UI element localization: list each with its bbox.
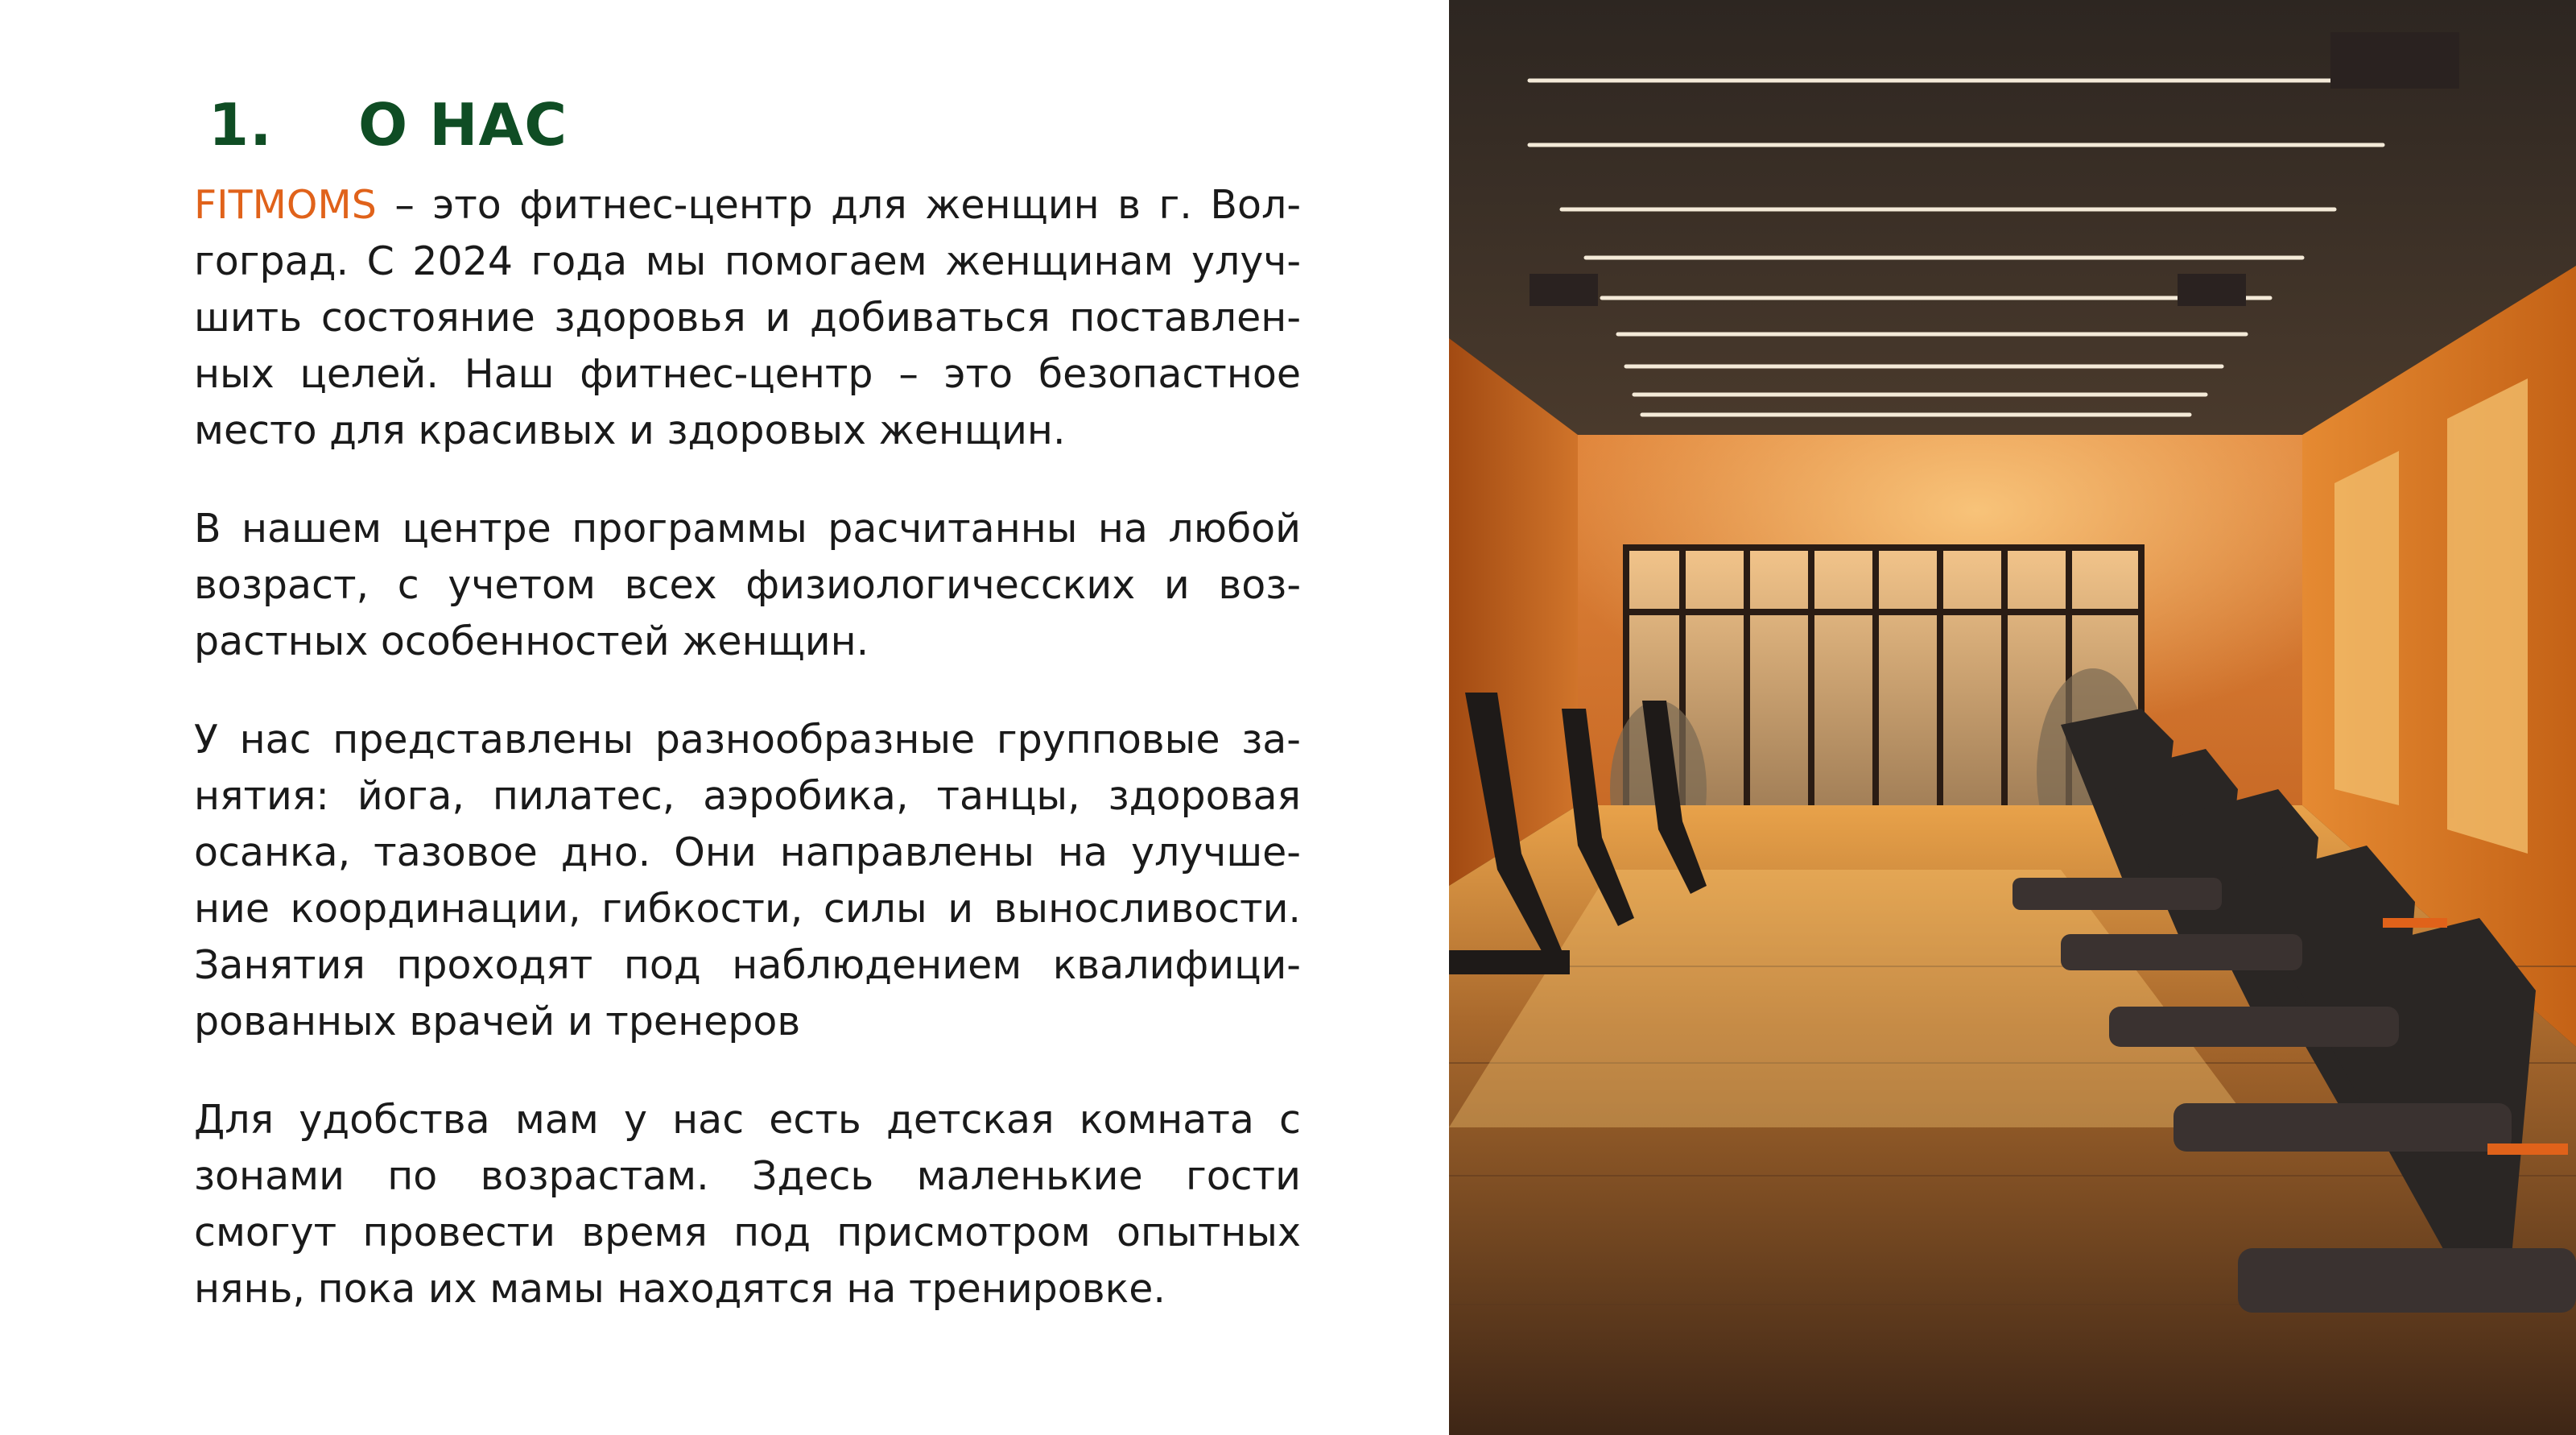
paragraph-kids-room: Для удобства мам у нас есть детская комната с зонами по возрастам. Здесь маленькие гости смогут провести время под присмотром опытных нянь, пока их мамы находятся на тренировке. (194, 1097, 1301, 1312)
section-title: О НАС (358, 91, 568, 159)
paragraph-intro (194, 177, 1301, 459)
paragraph-intro-text: – это фитнес-центр для женщин в г. Вол-гоград. С 2024 года мы помогаем женщинам улуч-шить состояние здоровья и добиваться поставлен-ных целей. Наш фитнес-центр – это безопастное место для красивых и здоровых женщин. (194, 182, 1301, 453)
paragraph-group-classes: У нас представлены разнообразные групповые за-нятия: йога, пилатес, аэробика, танцы, здоровая осанка, тазовое дно. Они направлены на улучше-ние координации, гибкости, силы и выносливости. Занятия проходят под наблюдением квалифици-рованных врачей и тренеров (194, 717, 1301, 1044)
gym-photo (1449, 0, 2576, 1435)
section-number: 1. (208, 91, 273, 159)
text-column (194, 81, 1301, 1359)
paragraph-programs: В нашем центре программы расчитанны на любой возраст, с учетом всех физиологичесских и воз-растных особенностей женщин. (194, 506, 1301, 664)
section-heading (194, 81, 1301, 169)
brand-name: FITMOMS (194, 182, 377, 228)
